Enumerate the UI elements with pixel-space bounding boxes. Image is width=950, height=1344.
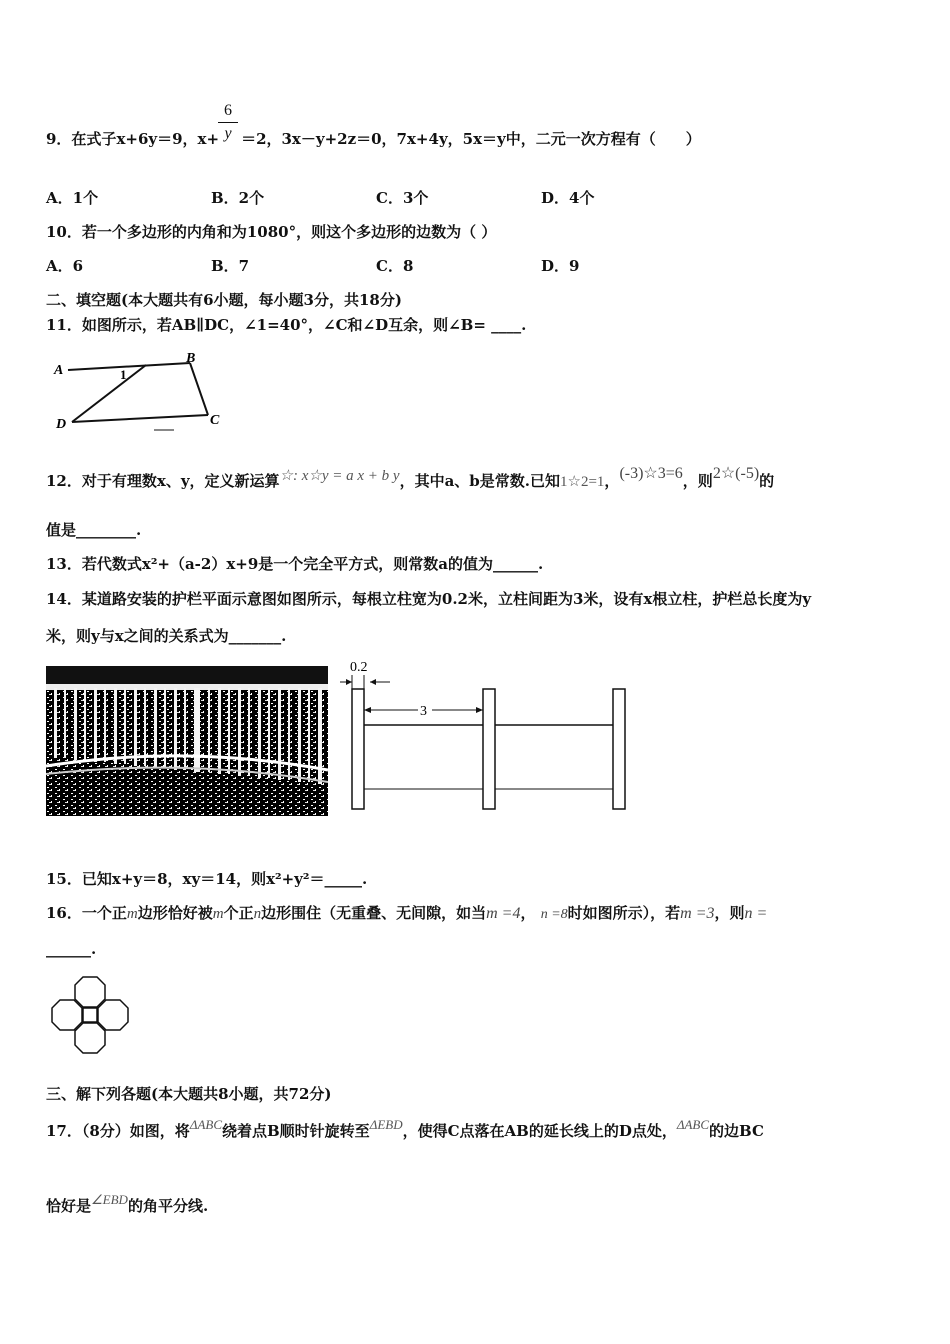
q11-label-a: A [54, 363, 64, 378]
section-2-heading: 二、填空题(本大题共有6小题，每小题3分，共18分) [46, 291, 402, 309]
q11-label-b: B [186, 351, 196, 366]
q9-fraction-numerator: 6 [224, 102, 232, 119]
q16-line-2: ______. [46, 940, 97, 958]
q10-stem: 10．若一个多边形的内角和为1080°，则这个多边形的边数为（ ） [46, 223, 497, 241]
q10-option-c: C．8 [376, 257, 414, 275]
q11-label-d: D [56, 417, 67, 432]
q12-given-1: 1☆2=1 [560, 474, 605, 490]
q9-expr-1: x+6y＝9，x+ [116, 130, 220, 148]
q16-cond-m3: m =3 [680, 905, 715, 922]
q11-trapezoid-figure [50, 350, 240, 440]
section-3-heading: 三、解下列各题(本大题共8小题，共72分) [46, 1085, 332, 1103]
q16-ask: n = [744, 905, 768, 922]
q17-line-2: 恰好是∠EBD的角平分线. [46, 1192, 209, 1215]
q17-angle-ebd: ∠EBD [91, 1192, 128, 1207]
q14-line-2: 米，则y与x之间的关系式为_______. [46, 627, 287, 645]
q10-option-d: D．9 [541, 257, 580, 275]
q13-stem: 13．若代数式x²+（a-2）x+9是一个完全平方式，则常数a的值为______. [46, 555, 544, 573]
q9-stem: 9．在式子x+6y＝9，x+ ＝2，3x－y+2z＝0，7x+4y，5x＝y中，二元一次方程有（ ） [46, 130, 701, 148]
q12-given-2: (-3)☆3=6 [619, 465, 683, 482]
q17-line-1: 17．（8分）如图，将ΔABC绕着点B顺时针旋转至ΔEBD，使得C点落在AB的延长线上的D点处，ΔABC的边BC [46, 1117, 764, 1140]
q9-question: 中，二元一次方程有（ ） [505, 130, 701, 148]
q16-cond-n: n =8 [540, 907, 568, 922]
q11-stem: 11．如图所示，若AB∥DC，∠1=40°，∠C和∠D互余，则∠B= ____. [46, 316, 527, 334]
q16-cond-m: m =4 [486, 905, 521, 922]
q9-option-c: C．3个 [376, 189, 429, 207]
q9-expr-2: ＝2，3x－y+2z＝0，7x+4y，5x＝y [241, 130, 506, 148]
q12-line-2: 值是________. [46, 521, 142, 539]
q9-option-a: A．1个 [46, 189, 99, 207]
q10-option-a: A．6 [46, 257, 84, 275]
q11-label-c: C [210, 413, 220, 428]
q14-line-1: 14．某道路安装的护栏平面示意图如图所示，每根立柱宽为0.2米，立柱间距为3米，设有x根立柱，护栏总长度为y [46, 590, 812, 608]
q12-ask: 2☆(-5) [712, 465, 760, 482]
q9-option-d: D．4个 [541, 189, 595, 207]
q17-triangle-abc-2: ΔABC [676, 1117, 710, 1132]
q14-label-post-width: 0.2 [350, 660, 368, 675]
q16-line-1: 16．一个正m边形恰好被m个正n边形围住（无重叠、无间隙，如当m =4， n =8时如图所示），若m =3，则n = [46, 904, 768, 922]
q9-option-b: B．2个 [211, 189, 265, 207]
q14-guardrail-photo [46, 666, 328, 816]
q14-label-spacing: 3 [420, 704, 427, 719]
q12-formula: ☆: x☆y = a x + b y [279, 468, 400, 484]
q17-triangle-ebd: ΔEBD [369, 1117, 403, 1132]
q17-triangle-abc: ΔABC [189, 1117, 222, 1132]
q12-stem: 12．对于有理数x、y，定义新运算☆: x☆y = a x + b y，其中a、b是常数.已知1☆2=1，(-3)☆3=6，则2☆(-5)的 [46, 465, 775, 490]
q14-railing-diagram [340, 655, 630, 815]
q10-option-b: B．7 [211, 257, 250, 275]
q16-octagon-figure [50, 975, 130, 1055]
q9-fraction-denominator: y [224, 125, 232, 142]
q11-label-angle-1: 1 [120, 367, 127, 382]
q15-stem: 15．已知x+y＝8，xy＝14，则x²+y²＝_____. [46, 870, 368, 888]
